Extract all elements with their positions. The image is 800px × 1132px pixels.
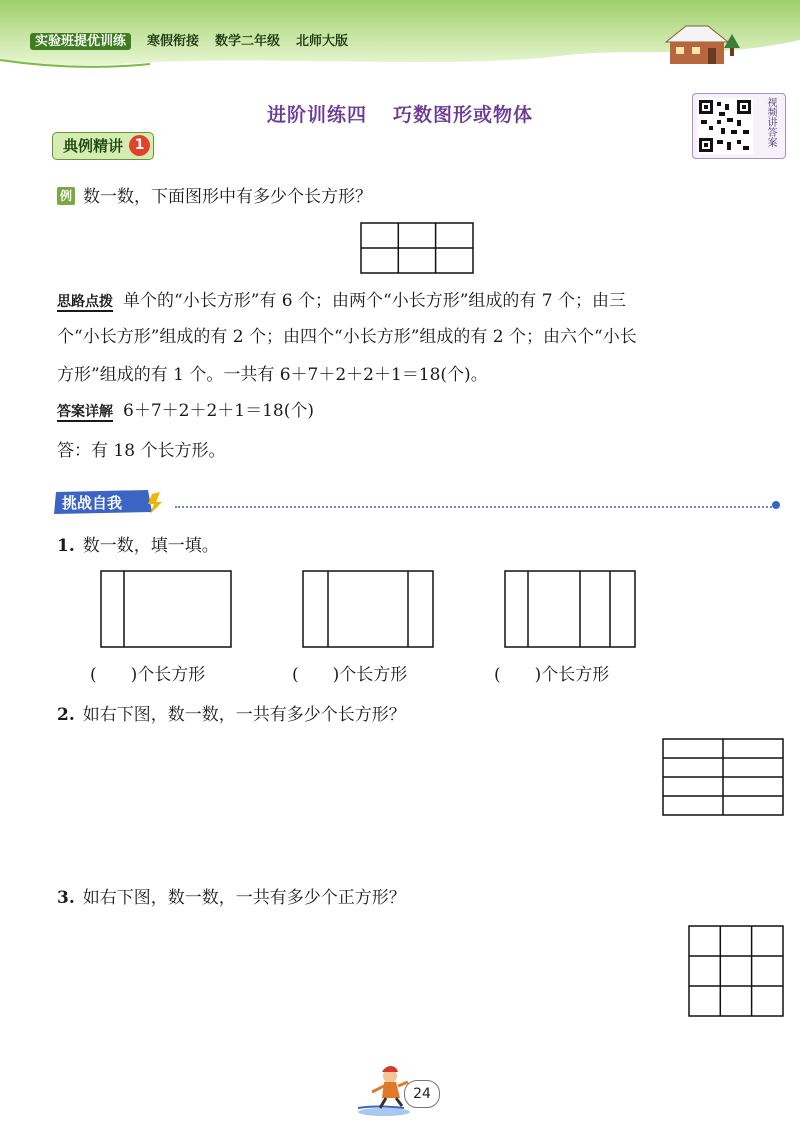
q3-grid-figure bbox=[688, 925, 784, 1017]
question-text: 如右下图，数一数，一共有多少个长方形？ bbox=[82, 705, 406, 725]
qr-code-icon[interactable] bbox=[697, 98, 753, 154]
answer-blank-a[interactable]: ( )个长方形 bbox=[90, 665, 206, 685]
qr-label: 视频讲答案 bbox=[765, 97, 776, 147]
subject-grade: 数学二年级 bbox=[215, 34, 281, 49]
page-number: 24 bbox=[404, 1080, 440, 1108]
hint-line-1 bbox=[57, 288, 626, 315]
question-number: 2. bbox=[57, 705, 75, 725]
question-3 bbox=[57, 886, 406, 910]
hint-line-3: 方形”组成的有 1 个。一共有 6＋7＋2＋2＋1＝18(个)。 bbox=[57, 365, 488, 385]
q1-figure-c bbox=[504, 570, 636, 648]
dotted-divider bbox=[175, 506, 772, 508]
example-icon: 例 bbox=[57, 187, 75, 205]
question-2 bbox=[57, 703, 406, 727]
q2-grid-figure bbox=[662, 738, 784, 816]
edition: 北师大版 bbox=[296, 34, 349, 49]
challenge-label: 挑战自我 bbox=[62, 494, 123, 512]
answer-blank-b[interactable]: ( )个长方形 bbox=[292, 665, 408, 685]
answer-line bbox=[57, 398, 314, 425]
example-grid-figure bbox=[360, 222, 474, 274]
house-illustration bbox=[662, 22, 740, 66]
header-text bbox=[30, 30, 364, 49]
question-number: 3. bbox=[57, 888, 75, 908]
answer-tag: 答案详解 bbox=[57, 404, 113, 420]
badge-label: 典例精讲 bbox=[63, 137, 124, 155]
example-badge bbox=[52, 132, 154, 160]
page-title bbox=[0, 100, 800, 127]
example-question bbox=[57, 184, 372, 210]
q1-figure-a bbox=[100, 570, 232, 648]
program-name: 寒假衔接 bbox=[147, 34, 200, 49]
qr-code-box[interactable] bbox=[692, 93, 786, 159]
question-text: 如右下图，数一数，一共有多少个正方形？ bbox=[82, 888, 406, 908]
title-main: 进阶训练四 bbox=[266, 104, 367, 126]
hint-line-2: 个“小长方形”组成的有 2 个；由四个“小长方形”组成的有 2 个；由六个“小长 bbox=[57, 327, 637, 347]
answer-text: 答：有 18 个长方形。 bbox=[57, 441, 226, 461]
title-sub: 巧数图形或物体 bbox=[393, 104, 534, 126]
hint-tag: 思路点拨 bbox=[57, 294, 113, 310]
answer-formula: 6＋7＋2＋2＋1＝18(个) bbox=[123, 401, 314, 421]
question-text: 数一数，填一填。 bbox=[82, 536, 219, 556]
q1-figure-b bbox=[302, 570, 434, 648]
series-name: 实验班提优训练 bbox=[30, 33, 131, 50]
divider-dot bbox=[772, 501, 780, 509]
example-question-text: 数一数，下面图形中有多少个长方形？ bbox=[83, 187, 372, 207]
badge-number: 1 bbox=[129, 135, 150, 156]
hint-text-1: 单个的“小长方形”有 6 个；由两个“小长方形”组成的有 7 个；由三 bbox=[123, 291, 627, 311]
question-1 bbox=[57, 534, 219, 558]
challenge-banner bbox=[52, 488, 164, 516]
answer-blank-c[interactable]: ( )个长方形 bbox=[494, 665, 610, 685]
question-number: 1. bbox=[57, 536, 75, 556]
